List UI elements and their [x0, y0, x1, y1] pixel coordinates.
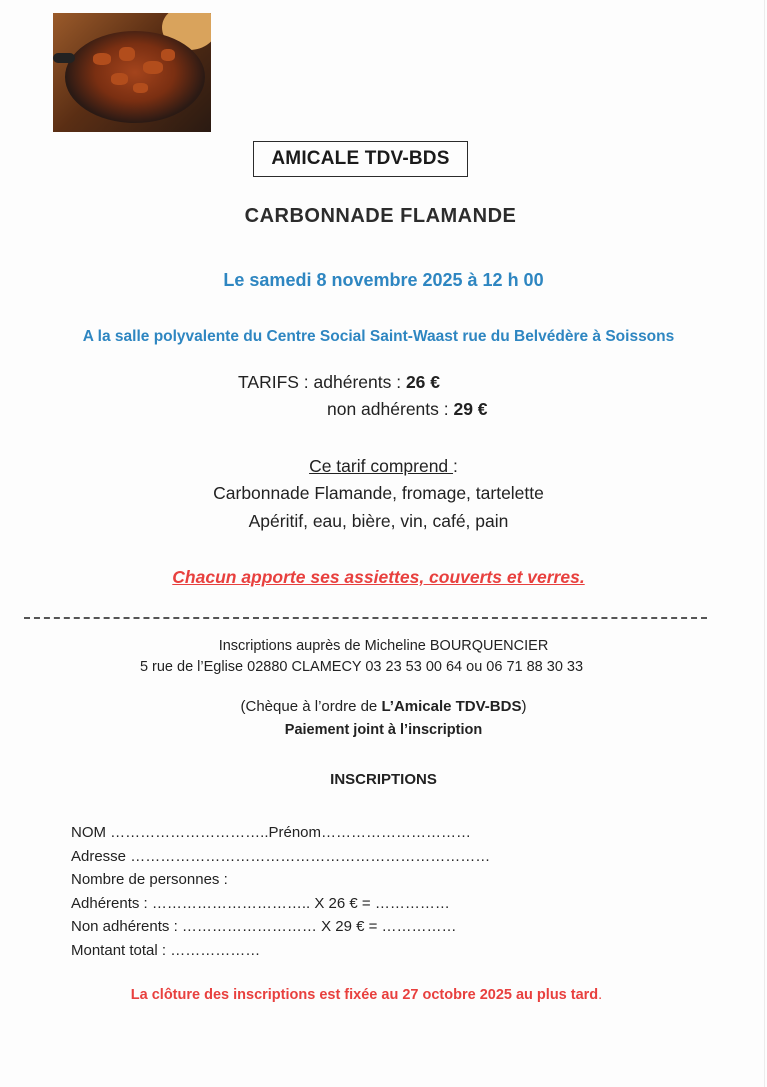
- closing-date: La clôture des inscriptions est fixée au 27 octobre 2025 au plus tard.: [130, 987, 603, 1003]
- event-date: Le samedi 8 novembre 2025 à 12 h 00: [223, 270, 544, 290]
- cut-line: [24, 617, 707, 619]
- includes-line-1: Carbonnade Flamande, fromage, tartelette: [213, 483, 544, 503]
- form-line-total[interactable]: Montant total : ………………: [71, 941, 261, 959]
- dish-title: CARBONNADE FLAMANDE: [244, 205, 517, 227]
- organization-title: AMICALE TDV-BDS: [253, 141, 468, 177]
- event-location: A la salle polyvalente du Centre Social Saint-Waast rue du Belvédère à Soissons: [82, 328, 675, 345]
- form-heading: INSCRIPTIONS: [330, 771, 437, 788]
- payment-info: Paiement joint à l’inscription: [284, 722, 483, 738]
- registration-address: 5 rue de l’Eglise 02880 CLAMECY 03 23 53 00 64 ou 06 71 88 30 33: [139, 659, 584, 675]
- includes-title: Ce tarif comprend :: [309, 456, 458, 476]
- form-line-members[interactable]: Adhérents : ………………………….. X 26 € = ……………: [71, 894, 450, 912]
- form-line-non-members[interactable]: Non adhérents : ……………………… X 29 € = ……………: [71, 918, 457, 935]
- carbonnade-photo: [53, 13, 211, 132]
- price-non-members: non adhérents : 29 €: [327, 399, 488, 419]
- includes-line-2: Apéritif, eau, bière, vin, café, pain: [248, 511, 509, 531]
- price-members: TARIFS : adhérents : 26 €: [238, 372, 440, 392]
- registration-form: [71, 821, 490, 962]
- form-line-address[interactable]: Adresse ………………………………………………………………: [71, 847, 491, 865]
- cheque-info: (Chèque à l’ordre de L’Amicale TDV-BDS): [240, 698, 527, 715]
- bring-notice: Chacun apporte ses assiettes, couverts et verres.: [172, 567, 585, 587]
- form-line-name[interactable]: NOM …………………………..Prénom…………………………: [71, 824, 472, 841]
- page-edge: [764, 0, 765, 1087]
- form-line-count: Nombre de personnes :: [71, 871, 228, 888]
- registration-contact: Inscriptions auprès de Micheline BOURQUENCIER: [218, 638, 549, 654]
